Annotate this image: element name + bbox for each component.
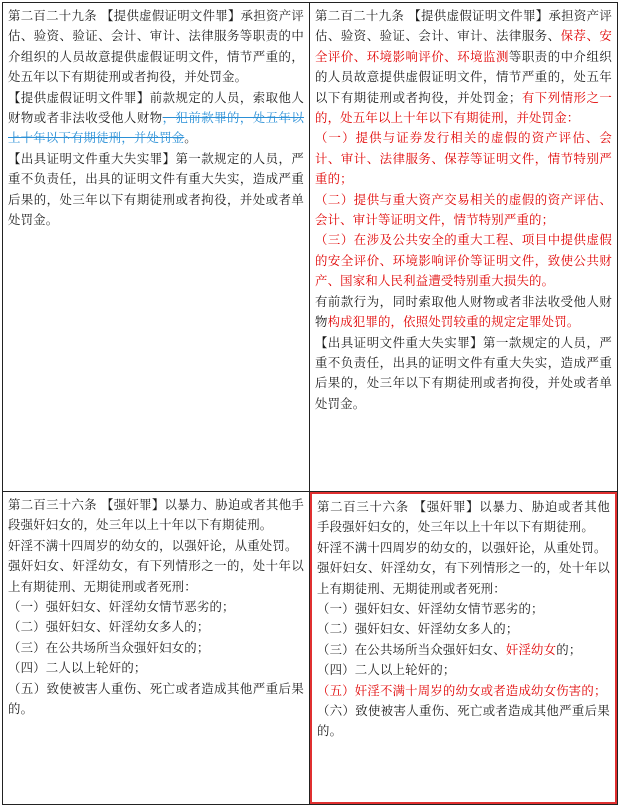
text-run: 第二百二十九条 【提供虚假证明文件罪】承担资产评估、验资、验证、会计、审计、法律服务等职责的中介组织的人员故意提供虚假证明文件，情节严重的，处五年以下有期徒刑或者拘役，并处罚金。 [8,8,304,85]
text-run: 。 [184,130,197,146]
amended-text: （五）奸淫不满十周岁的幼女或者造成幼女伤害的； [317,682,607,698]
paragraph [8,495,304,536]
amended-text: （三）在涉及公共安全的重大工程、项目中提供虚假的安全评价、环境影响评价等证明文件，致使公共财产、国家和人民利益遭受特别重大损失的。 [315,232,612,289]
text-run: 的； [556,641,582,657]
amended-text: 构成犯罪的，依照处罚较重的规定定罪处罚。 [327,314,580,330]
text-run: 强奸妇女、奸淫幼女，有下列情形之一的，处十年以上有期徒刑、无期徒刑或者死刑： [8,558,304,594]
amended-text: （二）提供与重大资产交易相关的虚假的资产评估、会计、审计等证明文件，情节特别严重的； [315,191,612,228]
paragraph [8,149,304,231]
paragraph [315,230,612,291]
amended-text: 奸淫幼女 [505,641,557,657]
paragraph [317,660,610,680]
text-run: （三）在公共场所当众强奸妇女的； [8,639,210,655]
amended-text: 保荐、安全评价、环境影响评价、环境监测 [315,28,612,64]
text-run: 第二百三十六条 【强奸罪】以暴力、胁迫或者其他手段强奸妇女的，处三年以上十年以下有期徒刑。 [8,497,304,533]
deleted-text: ，犯前款罪的，处五年以上十年以下有期徒刑，并处罚金 [8,110,305,146]
text-run: （六）致使被害人重伤、死亡或者造成其他严重后果的。 [317,703,610,739]
text-run: 有前款行为，同时索取他人财物或者非法收受他人财物 [315,293,612,330]
paragraph [315,190,612,231]
paragraph [317,558,610,599]
comparison-table [2,2,618,805]
text-run: （二）强奸妇女、奸淫幼女多人的； [317,621,519,637]
new-text-cell [310,492,617,804]
text-run: 奸淫不满十四周岁的幼女的，以强奸论，从重处罚。 [317,539,607,555]
paragraph [317,640,610,660]
text-run: 【出具证明文件重大失实罪】第一款规定的人员，严重不负责任，出具的证明文件有重大失实，造成严重后果的，处三年以下有期徒刑或者拘役，并处或者单处罚金。 [8,150,304,228]
paragraph [8,679,304,720]
paragraph [8,597,304,617]
paragraph [8,638,304,658]
text-run: （一）强奸妇女、奸淫幼女情节恶劣的； [8,599,235,615]
paragraph [317,538,610,558]
table-row-article-236 [3,492,617,804]
paragraph [8,617,304,637]
old-text-cell [3,3,310,491]
text-run: 强奸妇女、奸淫幼女，有下列情形之一的，处十年以上有期徒刑、无期徒刑或者死刑： [317,560,610,596]
text-run: （四）二人以上轮奸的； [8,660,147,676]
paragraph [317,681,610,701]
paragraph [8,6,304,88]
text-run: 【提供虚假证明文件罪】前款规定的人员，索取他人财物或者非法收受他人财物 [8,89,304,126]
text-run: （一）强奸妇女、奸淫幼女情节恶劣的； [317,601,544,617]
text-run: 第二百三十六条 【强奸罪】以暴力、胁迫或者其他手段强奸妇女的，处三年以上十年以下有期徒刑。 [317,499,610,535]
text-run: （三）在公共场所当众强奸妇女、 [317,641,506,657]
paragraph [8,536,304,556]
paragraph [315,333,612,415]
paragraph [317,497,610,538]
new-text-cell [310,3,617,491]
old-text-cell [3,492,310,804]
text-run: （五）致使被害人重伤、死亡或者造成其他严重后果的。 [8,680,304,717]
paragraph [317,701,610,742]
paragraph [317,599,610,619]
text-run: （二）强奸妇女、奸淫幼女多人的； [8,619,210,635]
paragraph [315,6,612,128]
text-run: （四）二人以上轮奸的； [317,662,456,678]
text-run: 【出具证明文件重大失实罪】第一款规定的人员，严重不负责任，出具的证明文件有重大失实，造成严重后果的，处三年以下有期徒刑或者拘役，并处或者单处罚金。 [315,334,612,411]
paragraph [315,128,612,189]
table-row-article-229 [3,3,617,492]
paragraph [317,619,610,639]
paragraph [8,556,304,597]
paragraph [315,292,612,333]
text-run: 第二百二十九条 【提供虚假证明文件罪】承担资产评估、验资、验证、会计、审计、法律服务、 [315,8,612,44]
amended-text: 有下列情形之一的，处五年以上十年以下有期徒刑，并处罚金： [315,89,612,126]
paragraph [8,88,304,149]
text-run: 奸淫不满十四周岁的幼女的，以强奸论，从重处罚。 [8,537,298,553]
amended-text: （一）提供与证券发行相关的虚假的资产评估、会计、审计、法律服务、保荐等证明文件，情节特别严重的； [315,130,612,187]
paragraph [8,658,304,678]
text-run: 等职责的中介组织的人员故意提供虚假证明文件，情节严重的，处五年以下有期徒刑或者拘役，并处罚金； [315,48,613,105]
